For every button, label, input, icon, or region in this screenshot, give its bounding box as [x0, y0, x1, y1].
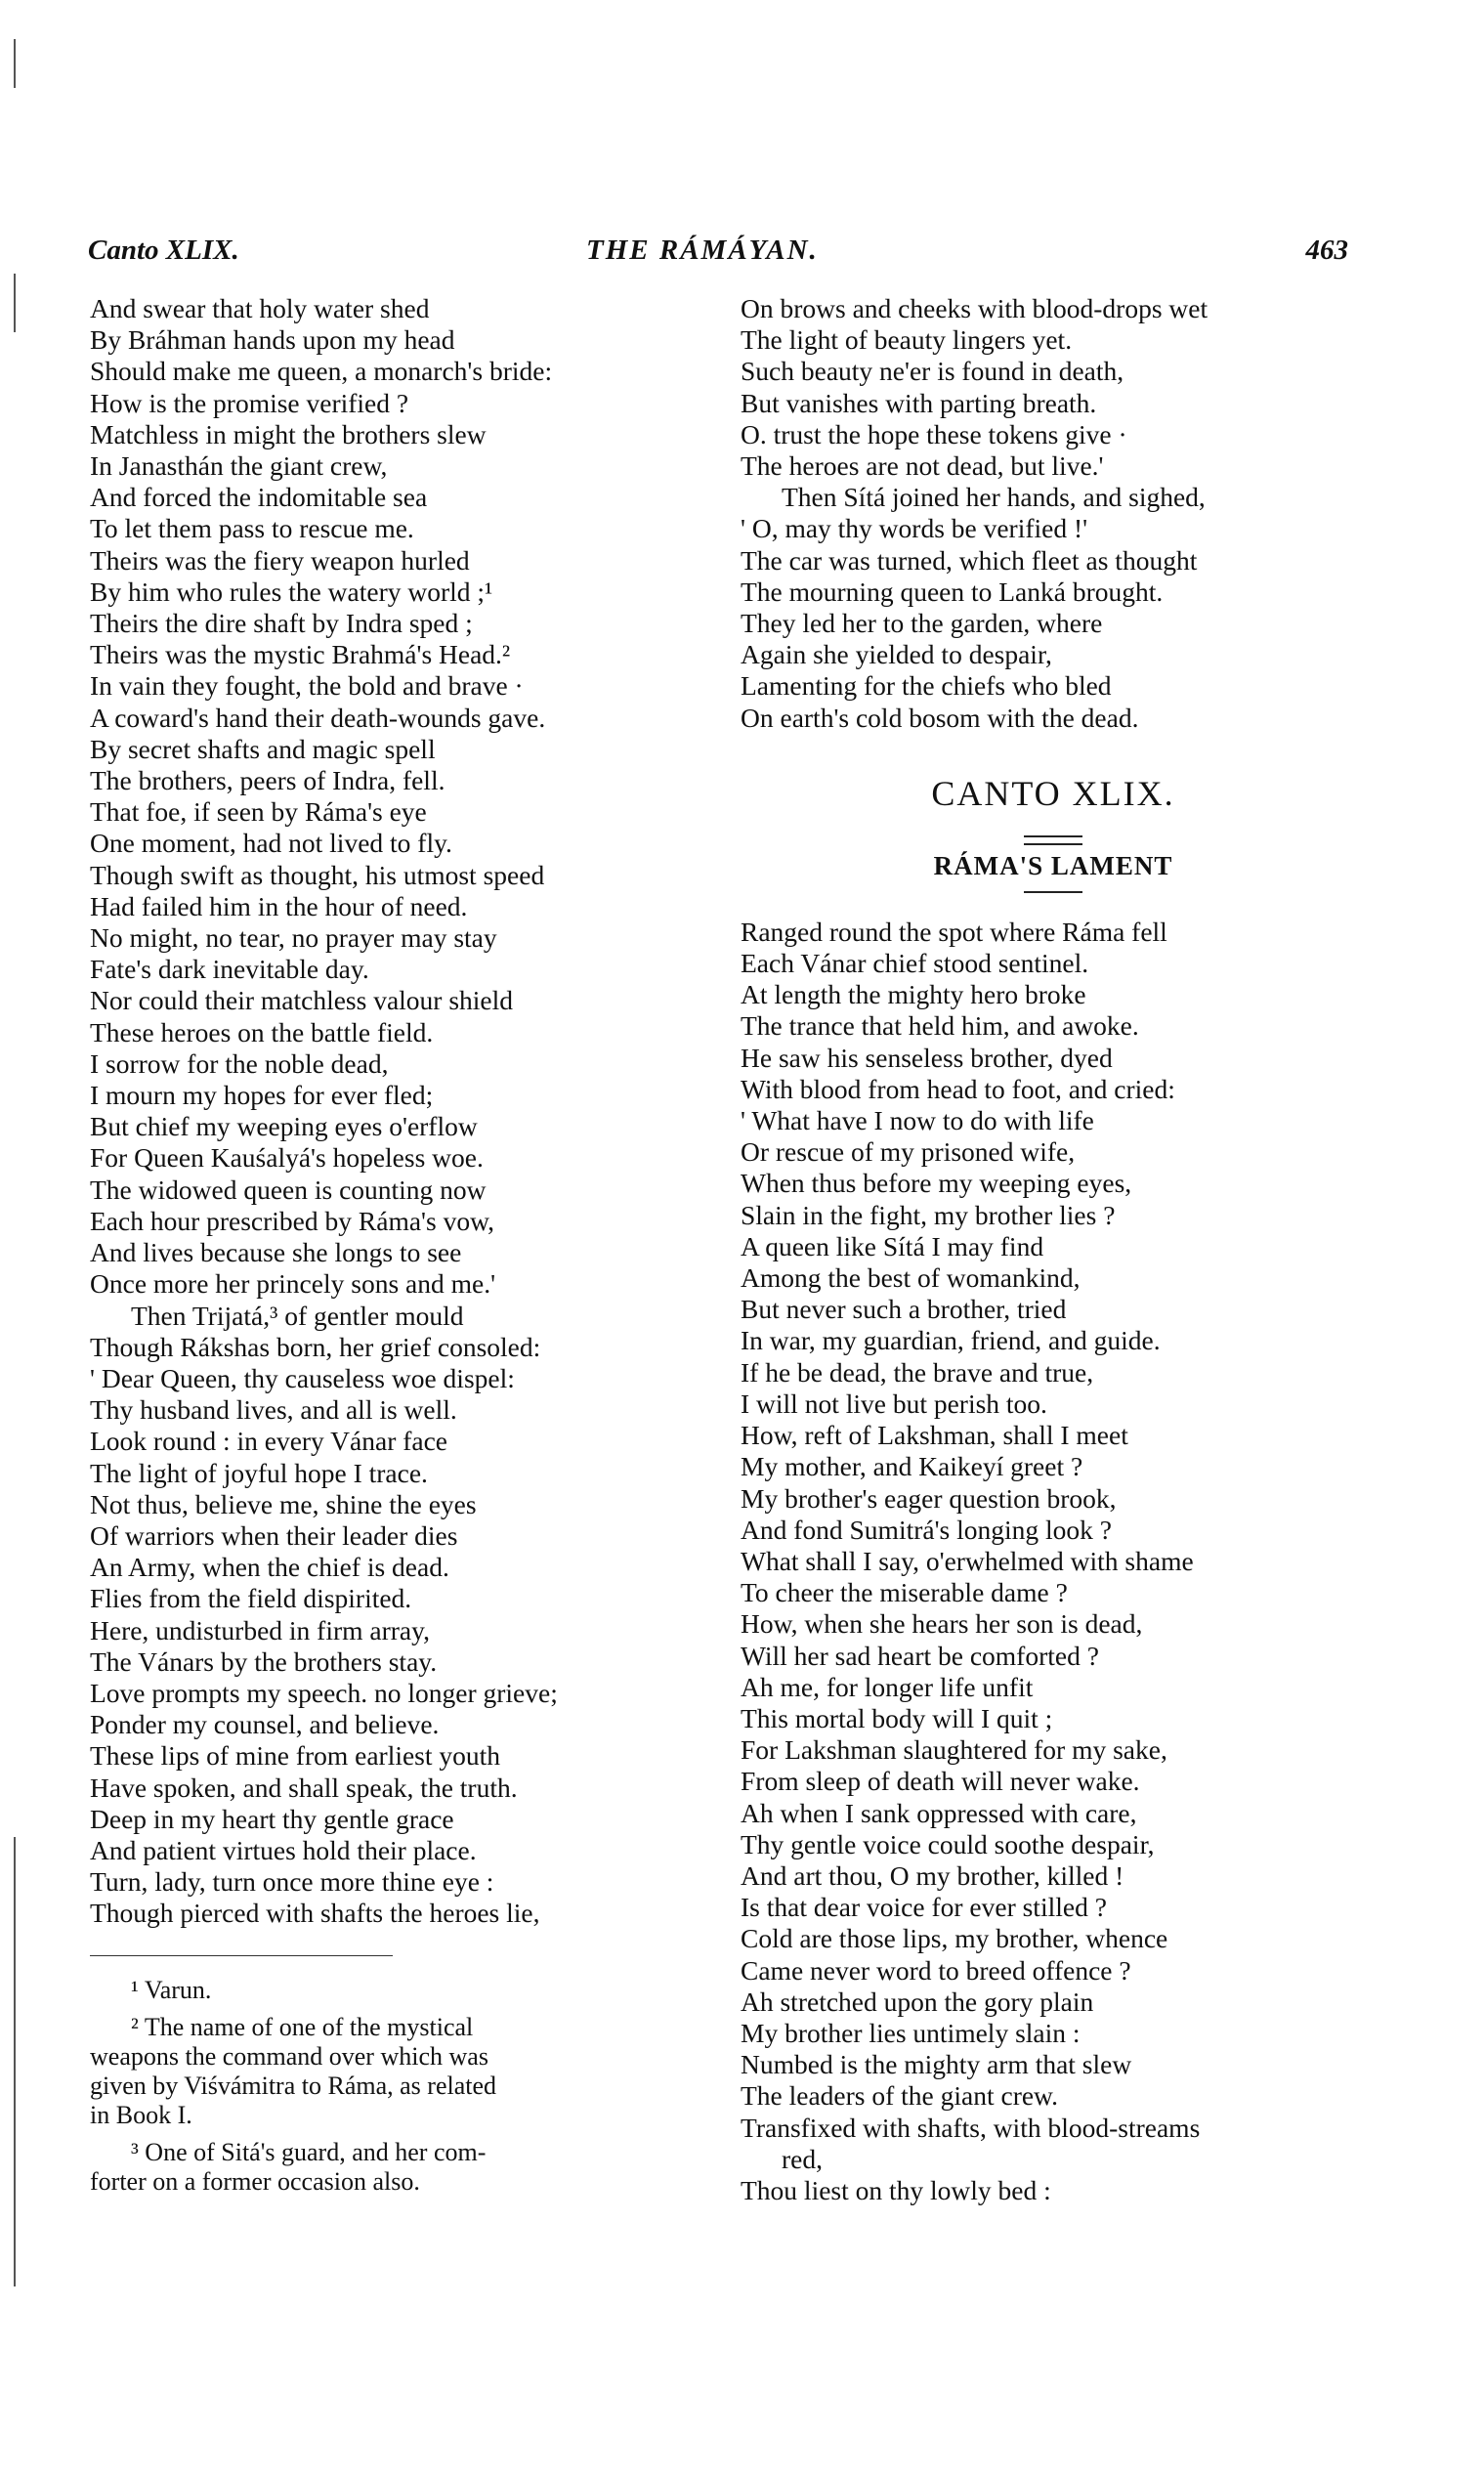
verse-line: By him who rules the watery world ;¹ — [90, 576, 493, 607]
verse-line: The car was turned, which fleet as thought — [741, 544, 1198, 576]
verse-line: Not thus, believe me, shine the eyes — [90, 1488, 477, 1519]
verse-line: Though pierced with shafts the heroes lie, — [90, 1898, 540, 1929]
verse-line: Ranged round the spot where Ráma fell — [741, 916, 1167, 947]
verse-line: ' O, may thy words be verified !' — [741, 513, 1088, 544]
verse-line: Will her sad heart be comforted ? — [741, 1640, 1099, 1671]
right-verse-block-top — [741, 293, 1366, 734]
verse-line: How, when she hears her son is dead, — [741, 1608, 1143, 1640]
verse-line: From sleep of death will never wake. — [741, 1766, 1140, 1797]
verse-line: Have spoken, and shall speak, the truth. — [90, 1772, 518, 1803]
verse-line: Cold are those lips, my brother, whence — [741, 1923, 1168, 1954]
verse-line: Ah stretched upon the gory plain — [741, 1986, 1094, 2017]
footnote-line: forter on a former occasion also. — [90, 2166, 420, 2196]
verse-line: A coward's hand their death-wounds gave. — [90, 702, 546, 733]
verse-line: On earth's cold bosom with the dead. — [741, 702, 1139, 733]
verse-line: And patient virtues hold their place. — [90, 1834, 477, 1865]
verse-line: red, — [782, 2143, 823, 2174]
verse-line: My mother, and Kaikeyí greet ? — [741, 1451, 1083, 1482]
footnote-line: ³ One of Sitá's guard, and her com- — [131, 2137, 487, 2166]
verse-line: If he be dead, the brave and true, — [741, 1356, 1094, 1388]
verse-line: Turn, lady, turn once more thine eye : — [90, 1866, 494, 1898]
footnotes-block — [90, 1976, 715, 2197]
page-edge-mark-low — [14, 1837, 16, 2286]
verse-line: These lips of mine from earliest youth — [90, 1740, 501, 1772]
verse-line: No might, no tear, no prayer may stay — [90, 922, 497, 954]
verse-line: Among the best of womankind, — [741, 1262, 1081, 1294]
verse-line: In war, my guardian, friend, and guide. — [741, 1325, 1161, 1356]
verse-line: Thy husband lives, and all is well. — [90, 1394, 457, 1426]
verse-line: For Queen Kauśalyá's hopeless woe. — [90, 1142, 484, 1174]
footnote-line: ¹ Varun. — [131, 1975, 212, 2004]
verse-line: And art thou, O my brother, killed ! — [741, 1859, 1124, 1891]
verse-line: And forced the indomitable sea — [90, 482, 428, 513]
verse-line: A queen like Sítá I may find — [741, 1230, 1044, 1261]
verse-line: The light of beauty lingers yet. — [741, 324, 1073, 356]
canto-running-head: Canto XLIX. — [88, 235, 239, 266]
verse-line: In vain they fought, the bold and brave · — [90, 670, 524, 702]
verse-line: Thou liest on thy lowly bed : — [741, 2174, 1051, 2205]
page-edge-mark-top — [14, 39, 16, 88]
verse-line: Though swift as thought, his utmost speed — [90, 859, 545, 890]
left-column — [90, 293, 715, 2197]
verse-line: And swear that holy water shed — [90, 293, 430, 323]
verse-line: My brother lies untimely slain : — [741, 2017, 1081, 2048]
verse-line: Such beauty ne'er is found in death, — [741, 356, 1124, 387]
verse-line: In Janasthán the giant crew, — [90, 450, 388, 482]
verse-line: These heroes on the battle field. — [90, 1016, 434, 1047]
footnote-line: given by Viśvámitra to Ráma, as related — [90, 2071, 497, 2100]
verse-line: At length the mighty hero broke — [741, 979, 1086, 1010]
verse-line: That foe, if seen by Ráma's eye — [90, 796, 427, 828]
verse-line: By Bráhman hands upon my head — [90, 324, 455, 356]
verse-line: And fond Sumitrá's longing look ? — [741, 1514, 1113, 1545]
verse-line: What shall I say, o'erwhelmed with shame — [741, 1545, 1194, 1576]
verse-line: Flies from the field dispirited. — [90, 1583, 412, 1614]
verse-line: Here, undisturbed in firm array, — [90, 1614, 430, 1645]
verse-line: The mourning queen to Lanká brought. — [741, 576, 1164, 607]
canto-heading: CANTO XLIX. — [931, 773, 1175, 813]
verse-line: On brows and cheeks with blood-drops wet — [741, 293, 1208, 323]
verse-line: The trance that held him, and awoke. — [741, 1010, 1139, 1042]
verse-line: Love prompts my speech. no longer grieve; — [90, 1677, 558, 1708]
verse-line: ' Dear Queen, thy causeless woe dispel: — [90, 1362, 515, 1393]
verse-line: Nor could their matchless valour shield — [90, 985, 514, 1016]
footnote-line: ² The name of one of the mystical — [131, 2012, 474, 2041]
verse-line: Though Rákshas born, her grief consoled: — [90, 1331, 541, 1362]
footnote-divider — [90, 1955, 393, 1956]
page-edge-mark-mid — [14, 274, 16, 332]
verse-line: Ah when I sank oppressed with care, — [741, 1797, 1137, 1828]
footnote-gap — [90, 2130, 715, 2138]
verse-line: Then Sítá joined her hands, and sighed, — [782, 482, 1206, 513]
verse-line: Slain in the fight, my brother lies ? — [741, 1199, 1116, 1230]
verse-line: Or rescue of my prisoned wife, — [741, 1136, 1076, 1168]
right-verse-block-bottom — [741, 917, 1366, 2206]
verse-line: I mourn my hopes for ever fled; — [90, 1080, 434, 1111]
verse-line: With blood from head to foot, and cried: — [741, 1073, 1175, 1104]
verse-line: When thus before my weeping eyes, — [741, 1168, 1132, 1199]
verse-line: Had failed him in the hour of need. — [90, 890, 468, 921]
verse-line: They led her to the garden, where — [741, 608, 1103, 639]
verse-line: But never such a brother, tried — [741, 1294, 1067, 1325]
page-number: 463 — [1305, 235, 1348, 266]
verse-line: To cheer the miserable dame ? — [741, 1577, 1068, 1608]
verse-line: I sorrow for the noble dead, — [90, 1047, 389, 1079]
verse-line: Matchless in might the brothers slew — [90, 418, 487, 449]
verse-line: But chief my weeping eyes o'erflow — [90, 1111, 478, 1142]
verse-line: Each hour prescribed by Ráma's vow, — [90, 1205, 495, 1236]
verse-line: To let them pass to rescue me. — [90, 513, 414, 544]
verse-line: The Vánars by the brothers stay. — [90, 1645, 438, 1677]
verse-line: Each Vánar chief stood sentinel. — [741, 948, 1089, 979]
footnote-line: in Book I. — [90, 2100, 192, 2129]
verse-line: An Army, when the chief is dead. — [90, 1552, 449, 1583]
verse-line: Transfixed with shafts, with blood-streams — [741, 2112, 1201, 2143]
verse-line: Theirs the dire shaft by Indra sped ; — [90, 608, 473, 639]
verse-line: The light of joyful hope I trace. — [90, 1457, 428, 1488]
subtitle-rule — [1024, 891, 1082, 893]
verse-line: The leaders of the giant crew. — [741, 2080, 1059, 2112]
verse-line: And lives because she longs to see — [90, 1237, 462, 1268]
page-header — [88, 235, 1348, 274]
verse-line: Numbed is the mighty arm that slew — [741, 2049, 1132, 2080]
verse-line: This mortal body will I quit ; — [741, 1702, 1053, 1733]
verse-line: By secret shafts and magic spell — [90, 733, 436, 764]
book-title: THE RÁMÁYAN. — [586, 235, 819, 266]
left-verse-block — [90, 293, 715, 1930]
verse-line: Theirs was the mystic Brahmá's Head.² — [90, 639, 511, 670]
verse-line: How is the promise verified ? — [90, 387, 409, 418]
verse-line: For Lakshman slaughtered for my sake, — [741, 1734, 1167, 1766]
verse-line: One moment, had not lived to fly. — [90, 828, 452, 859]
verse-line: Ponder my counsel, and believe. — [90, 1709, 440, 1740]
verse-line: Again she yielded to despair, — [741, 639, 1052, 670]
verse-line: The heroes are not dead, but live.' — [741, 450, 1104, 482]
verse-line: The brothers, peers of Indra, fell. — [90, 765, 445, 796]
right-column — [741, 293, 1366, 2206]
verse-line: Theirs was the fiery weapon hurled — [90, 544, 470, 576]
verse-line: The widowed queen is counting now — [90, 1174, 487, 1205]
verse-line: My brother's eager question brook, — [741, 1482, 1117, 1514]
verse-line: Fate's dark inevitable day. — [90, 954, 369, 985]
verse-line: Deep in my heart thy gentle grace — [90, 1803, 454, 1834]
verse-line: Then Trijatá,³ of gentler mould — [131, 1300, 464, 1331]
verse-line: Thy gentle voice could soothe despair, — [741, 1828, 1155, 1859]
footnote-gap — [90, 2005, 715, 2013]
verse-line: Once more her princely sons and me.' — [90, 1268, 496, 1300]
verse-line: Is that dear voice for ever stilled ? — [741, 1892, 1107, 1923]
verse-line: But vanishes with parting breath. — [741, 387, 1097, 418]
verse-line: He saw his senseless brother, dyed — [741, 1042, 1113, 1073]
verse-line: Should make me queen, a monarch's bride: — [90, 356, 553, 387]
verse-line: Ah me, for longer life unfit — [741, 1671, 1034, 1702]
verse-line: Came never word to breed offence ? — [741, 1954, 1131, 1986]
verse-line: How, reft of Lakshman, shall I meet — [741, 1420, 1128, 1451]
heading-rule — [1024, 835, 1082, 837]
heading-rule — [1024, 843, 1082, 845]
verse-line: O. trust the hope these tokens give · — [741, 418, 1127, 449]
footnote-line: weapons the command over which was — [90, 2041, 488, 2071]
verse-line: Lamenting for the chiefs who bled — [741, 670, 1112, 702]
verse-line: Of warriors when their leader dies — [90, 1519, 458, 1551]
canto-subtitle: RÁMA'S LAMENT — [933, 850, 1173, 880]
verse-line: Look round : in every Vánar face — [90, 1426, 448, 1457]
verse-line: I will not live but perish too. — [741, 1388, 1047, 1419]
verse-line: ' What have I now to do with life — [741, 1105, 1094, 1136]
